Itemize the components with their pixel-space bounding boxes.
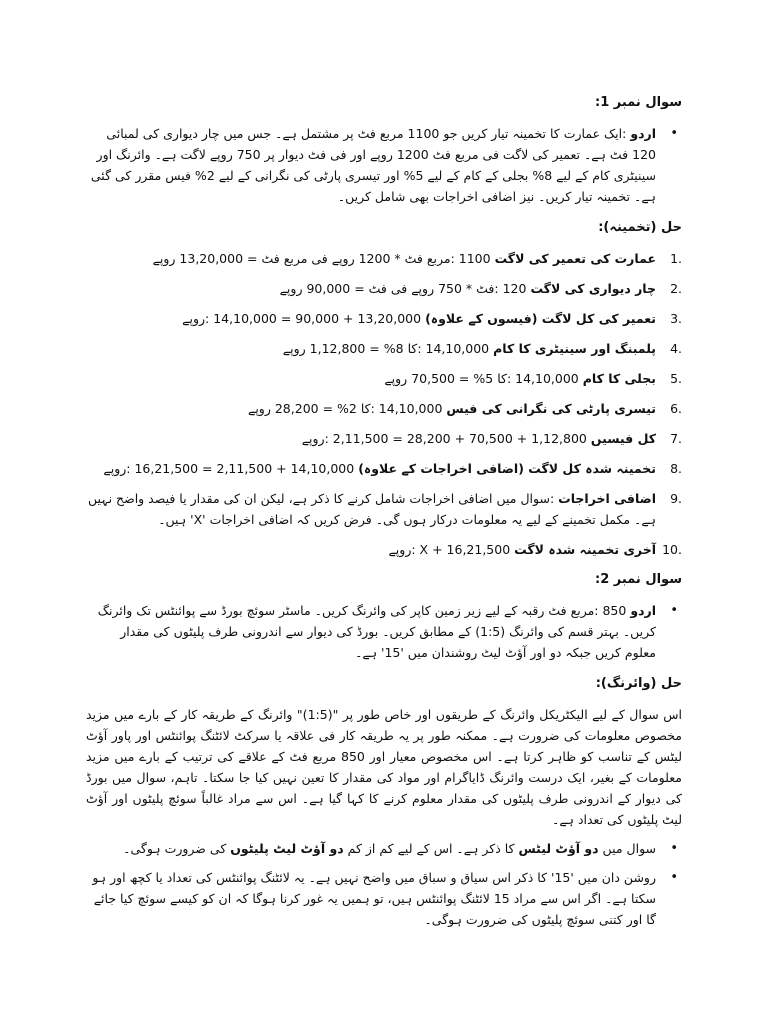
step-number: 3.: [670, 311, 682, 326]
list-item: [86, 838, 656, 859]
solution-2-heading: حل (وائرنگ):: [595, 676, 682, 691]
list-bold: دو آؤٹ لیٹس: [518, 841, 599, 856]
solution-2-paragraph: اس سوال کے لیے الیکٹریکل وائرنگ کے طریقوں اور خاص طور پر "(1:5)" وائرنگ کے طریقہ کار کے بارے میں مزید مخصوص معلومات کی ضرورت ہے۔ ممکنہ طور پر یہ طریقہ کار فی علاقہ یا سرکٹ لائٹنگ پوائنٹس اور پاور آؤٹ لیٹس کے تناسب کو ظاہر کرتا ہے۔ اس مخصوص معیار اور 850 مربع فٹ کے علاقے کی ترتیب کے بارے میں مزید معلومات کے بغیر، ایک درست وائرنگ ڈایاگرام اور مواد کی مقدار کا تعین نہیں کیا جا سکتا۔ تاہم، سوال میں بورڈ کی دیوار کے اندرونی طرف پلیٹوں کی مقدار معلوم کرنے کا کہا گیا ہے۔ اس سے مراد غالباً سوئچ پلیٹوں اور آؤٹ لیٹ پلیٹوں کی تعداد ہے۔: [86, 707, 683, 827]
step-title: پلمبنگ اور سینیٹری کا کام: [493, 341, 656, 356]
step-item: [86, 458, 682, 479]
step-text: :سوال میں اضافی اخراجات شامل کرنے کا ذکر ہے، لیکن ان کی مقدار یا فیصد واضح نہیں ہے۔ مکمل تخمینے کے لیے یہ معلومات درکار ہوں گی۔ فرض کریں کہ اضافی اخراجات 'X' ہیں۔: [87, 491, 656, 527]
step-item: [86, 368, 682, 389]
step-text: 1,12,800 + 70,500 + 28,200 = 2,11,500 :روپے: [301, 431, 591, 446]
step-title: آخری تخمینہ شدہ لاگت: [514, 542, 656, 557]
step-text: 1100 :مربع فٹ * 1200 روپے فی مربع فٹ = 13,20,000 روپے: [152, 251, 495, 266]
list-text: روشن دان میں '15' کا ذکر اس سیاق و سباق میں واضح نہیں ہے۔ یہ لائٹنگ پوائنٹس کی تعداد یا کچھ اور ہو سکتا ہے۔ اگر اس سے مراد 15 لائٹنگ پوائنٹس ہیں، تو ہمیں یہ غور کرنا ہوگا کہ ان کو کیسے سوئچ کیا جائے گا اور کتنی سوئچ پلیٹوں کی ضرورت ہوگی۔: [92, 870, 656, 927]
step-number: 8.: [670, 461, 682, 476]
step-number: 4.: [670, 341, 682, 356]
step-number: 1.: [670, 251, 682, 266]
step-text: 14,10,000 :کا 5% = 70,500 روپے: [384, 371, 583, 386]
step-number: 10.: [662, 542, 682, 557]
step-title: تیسری پارٹی کی نگرانی کی فیس: [446, 401, 656, 416]
document-body: [86, 92, 682, 940]
step-number: 5.: [670, 371, 682, 386]
list-bold: دو آؤٹ لیٹ پلیٹوں: [230, 841, 344, 856]
question-2-text: [86, 600, 656, 663]
step-item: [86, 398, 682, 419]
step-title: تخمینہ شدہ کل لاگت (اضافی اخراجات کے علاوہ): [358, 461, 656, 476]
step-text: 14,10,000 + 2,11,500 = 16,21,500 :روپے: [103, 461, 359, 476]
step-item: [86, 539, 682, 560]
step-item: [86, 338, 682, 359]
solution-1-heading: حل (تخمینہ):: [598, 220, 682, 235]
step-item: [86, 278, 682, 299]
step-title: چار دیواری کی لاگت: [530, 281, 656, 296]
step-text: 120 :فٹ * 750 روپے فی فٹ = 90,000 روپے: [279, 281, 531, 296]
step-title: کل فیسیں: [590, 431, 656, 446]
step-number: 6.: [670, 401, 682, 416]
step-text: 14,10,000 :کا 8% = 1,12,800 روپے: [282, 341, 494, 356]
step-item: [86, 308, 682, 329]
question-1-text: [86, 123, 656, 207]
list-text: کی ضرورت ہوگی۔: [123, 841, 231, 856]
step-title: عمارت کی تعمیر کی لاگت: [494, 251, 656, 266]
list-item: [86, 867, 656, 930]
step-title: بجلی کا کام: [582, 371, 656, 386]
step-number: 9.: [670, 491, 682, 506]
step-item: [86, 428, 682, 449]
question-2-list: [86, 600, 682, 663]
question-2-body: 850 :مربع فٹ رقبہ کے لیے زیر زمین کاپر کی وائرنگ کریں۔ ماسٹر سوئچ بورڈ سے پوائنٹس تک وائرنگ کریں۔ بہتر قسم کی وائرنگ (1:5) کے مطابق کریں۔ بورڈ کی دیوار سے اندرونی طرف پلیٹوں کی مقدار معلوم کریں جبکہ دو اور آؤٹ لیٹ روشندان میں '15' ہے۔: [97, 603, 656, 660]
step-text: 16,21,500 + X :روپے: [388, 542, 515, 557]
language-label: اردو: [630, 603, 656, 618]
step-title: تعمیر کی کل لاگت (فیسوں کے علاوہ): [425, 311, 656, 326]
step-number: 2.: [670, 281, 682, 296]
step-number: 7.: [670, 431, 682, 446]
step-text: 14,10,000 :کا 2% = 28,200 روپے: [248, 401, 447, 416]
question-1-heading: سوال نمبر 1:: [595, 95, 682, 110]
question-1-body: :ایک عمارت کا تخمینہ تیار کریں جو 1100 مربع فٹ پر مشتمل ہے۔ جس میں چار دیواری کی لمبائی 120 فٹ ہے۔ تعمیر کی لاگت فی مربع فٹ 1200 روپے اور فی فٹ دیوار پر 750 روپے لاگت ہے۔ وائرنگ اور سینیٹری کام کے لیے 8% بجلی کے کام کے لیے 5% اور تیسری پارٹی کی نگرانی کے لیے 2% فیس مقرر کی گئی ہے۔ تخمینہ تیار کریں۔ نیز اضافی اخراجات بھی شامل کریں۔: [90, 126, 656, 204]
step-item: [86, 488, 682, 530]
question-2-heading: سوال نمبر 2:: [595, 572, 682, 587]
question-1-list: [86, 123, 682, 207]
solution-2-list: [86, 838, 682, 930]
step-text: 13,20,000 + 90,000 = 14,10,000 :روپے: [182, 311, 426, 326]
list-text: سوال میں: [598, 841, 656, 856]
step-title: اضافی اخراجات: [558, 491, 656, 506]
list-text: کا ذکر ہے۔ اس کے لیے کم از کم: [343, 841, 519, 856]
language-label: اردو: [630, 126, 656, 141]
solution-1-steps: [86, 248, 682, 560]
step-item: [86, 248, 682, 269]
